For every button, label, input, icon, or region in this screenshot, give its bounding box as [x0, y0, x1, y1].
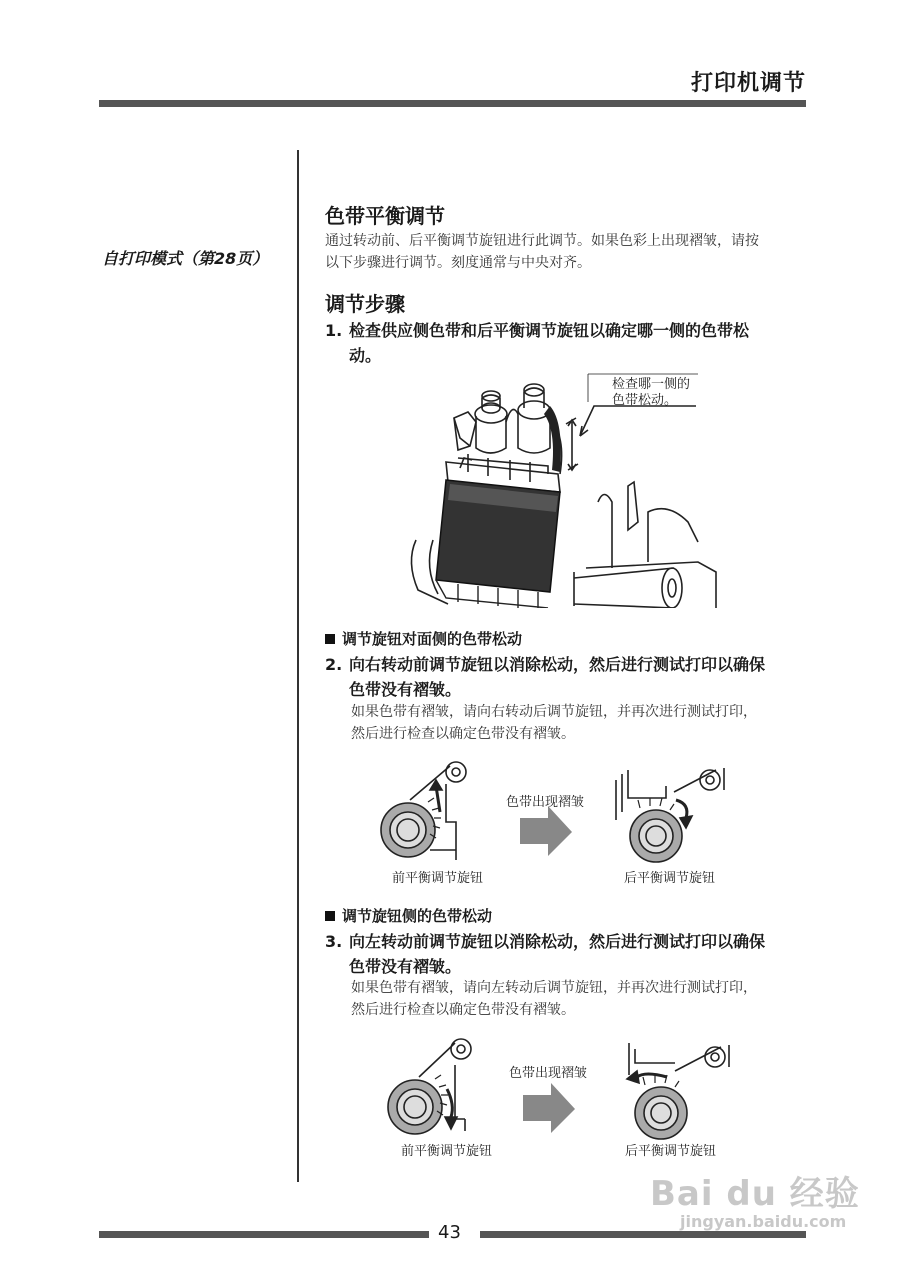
note-line: 如果色带有褶皱，请向左转动后调节旋钮，并再次进行测试打印， [351, 980, 757, 996]
step-3-note [351, 977, 757, 1021]
step-3 [325, 929, 790, 979]
step-text: 动。 [349, 346, 382, 365]
note-line: 如果色带有褶皱，请向右转动后调节旋钮，并再次进行测试打印， [351, 704, 757, 720]
square-bullet-icon [325, 634, 335, 644]
right-arrow-icon [523, 1083, 575, 1133]
callout-text-line: 检查哪一侧的 [612, 377, 691, 392]
step-2 [325, 652, 790, 702]
column-divider [297, 150, 299, 1182]
header-title: 打印机调节 [690, 71, 806, 96]
section-heading-ribbon-balance: 色带平衡调节 [325, 204, 445, 228]
rear-knob-caption: 后平衡调节旋钮 [624, 871, 716, 886]
page-number: 43 [438, 1222, 461, 1243]
note-line: 然后进行检查以确定色带没有褶皱。 [351, 726, 575, 742]
arrow-label: 色带出现褶皱 [509, 1066, 588, 1081]
step-1 [325, 318, 790, 368]
step-text: 检查供应侧色带和后平衡调节旋钮以确定哪一侧的色带松 [349, 321, 750, 340]
step-2-note [351, 701, 757, 745]
callout-text-line: 色带松动。 [612, 393, 678, 408]
square-bullet-icon [325, 911, 335, 921]
watermark-brand: Bai du 经验 [650, 1174, 860, 1214]
rear-knob-caption: 后平衡调节旋钮 [625, 1144, 717, 1159]
case-label [325, 905, 492, 926]
footer-rule-left [99, 1231, 429, 1238]
case-label [325, 628, 522, 649]
watermark-url: jingyan.baidu.com [680, 1212, 847, 1231]
step-text: 向右转动前调节旋钮以消除松动，然后进行测试打印以确保 [349, 655, 766, 674]
intro-line: 通过转动前、后平衡调节旋钮进行此调节。如果色彩上出现褶皱，请按 [325, 233, 759, 249]
step-number: 1. [325, 321, 343, 340]
knob-turn-right-diagram [370, 760, 740, 890]
arrow-label: 色带出现褶皱 [506, 795, 585, 810]
front-knob-caption: 前平衡调节旋钮 [392, 871, 484, 886]
sidebar-note: 自打印模式（第28页） [102, 249, 269, 268]
front-knob-caption: 前平衡调节旋钮 [401, 1144, 493, 1159]
step-number: 2. [325, 655, 343, 674]
case-label-text: 调节旋钮侧的色带松动 [342, 907, 493, 925]
step-text: 色带没有褶皱。 [349, 957, 462, 976]
section-intro [325, 230, 759, 274]
right-arrow-icon [520, 806, 572, 856]
case-label-text: 调节旋钮对面侧的色带松动 [342, 630, 523, 648]
footer-rule-right [480, 1231, 806, 1238]
intro-line: 以下步骤进行调节。刻度通常与中央对齐。 [325, 255, 591, 271]
note-line: 然后进行检查以确定色带没有褶皱。 [351, 1002, 575, 1018]
section-heading-procedure: 调节步骤 [325, 292, 405, 316]
header-rule [99, 100, 806, 107]
step-text: 向左转动前调节旋钮以消除松动，然后进行测试打印以确保 [349, 932, 766, 951]
printer-ribbon-illustration [398, 362, 718, 608]
knob-turn-left-diagram [375, 1035, 745, 1165]
step-number: 3. [325, 932, 343, 951]
step-text: 色带没有褶皱。 [349, 680, 462, 699]
